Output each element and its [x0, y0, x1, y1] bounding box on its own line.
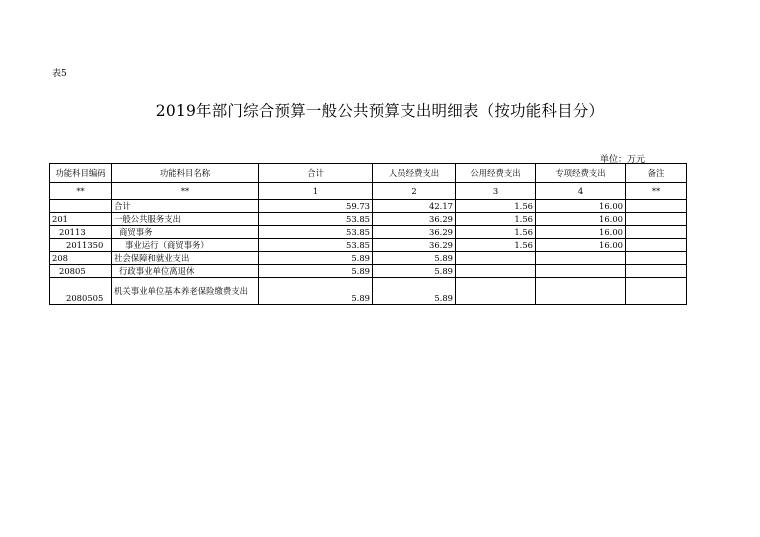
index-cell: **: [626, 183, 687, 200]
cell-name: 行政事业单位离退休: [112, 265, 259, 278]
cell-note: [626, 200, 687, 213]
cell-public: [456, 278, 536, 305]
header-code: 功能科目编码: [50, 164, 112, 183]
cell-total: 53.85: [259, 213, 373, 226]
budget-table: [49, 163, 687, 305]
cell-total: 53.85: [259, 239, 373, 252]
table-row: [50, 200, 687, 213]
header-public: 公用经费支出: [456, 164, 536, 183]
cell-total: 59.73: [259, 200, 373, 213]
table-row: [50, 265, 687, 278]
cell-public: 1.56: [456, 226, 536, 239]
index-cell: 2: [373, 183, 456, 200]
table-row: [50, 213, 687, 226]
table-number: 表5: [52, 69, 67, 79]
cell-note: [626, 226, 687, 239]
cell-public: 1.56: [456, 200, 536, 213]
page-title: 2019年部门综合预算一般公共预算支出明细表（按功能科目分）: [155, 102, 605, 120]
column-index-row: [50, 183, 687, 200]
header-name: 功能科目名称: [112, 164, 259, 183]
cell-public: 1.56: [456, 239, 536, 252]
cell-code: 201: [50, 213, 112, 226]
cell-note: [626, 239, 687, 252]
index-cell: **: [112, 183, 259, 200]
cell-total: 53.85: [259, 226, 373, 239]
cell-special: [536, 278, 626, 305]
table-row: [50, 226, 687, 239]
index-cell: 3: [456, 183, 536, 200]
cell-note: [626, 265, 687, 278]
cell-note: [626, 278, 687, 305]
header-row: [50, 164, 687, 183]
cell-total: 5.89: [259, 265, 373, 278]
cell-public: [456, 265, 536, 278]
header-personnel: 人员经费支出: [373, 164, 456, 183]
cell-code: 20805: [50, 265, 112, 278]
cell-name: 一般公共服务支出: [112, 213, 259, 226]
cell-personnel: 36.29: [373, 213, 456, 226]
cell-public: 1.56: [456, 213, 536, 226]
cell-name: 合计: [112, 200, 259, 213]
cell-code: 2080505: [50, 278, 112, 305]
index-cell: 4: [536, 183, 626, 200]
cell-special: 16.00: [536, 226, 626, 239]
cell-total: 5.89: [259, 278, 373, 305]
header-special: 专项经费支出: [536, 164, 626, 183]
cell-name: 机关事业单位基本养老保险缴费支出: [112, 278, 259, 305]
cell-personnel: 36.29: [373, 226, 456, 239]
table-row: [50, 252, 687, 265]
header-note: 备注: [626, 164, 687, 183]
cell-special: 16.00: [536, 239, 626, 252]
cell-personnel: 36.29: [373, 239, 456, 252]
cell-name: 社会保障和就业支出: [112, 252, 259, 265]
cell-special: 16.00: [536, 213, 626, 226]
cell-personnel: 5.89: [373, 278, 456, 305]
cell-personnel: 5.89: [373, 265, 456, 278]
cell-name: 事业运行（商贸事务）: [112, 239, 259, 252]
cell-code: 2011350: [50, 239, 112, 252]
cell-special: 16.00: [536, 200, 626, 213]
cell-special: [536, 265, 626, 278]
table-row: [50, 239, 687, 252]
header-total: 合计: [259, 164, 373, 183]
unit-label: 单位：万元: [599, 155, 645, 165]
index-cell: **: [50, 183, 112, 200]
cell-code: 20113: [50, 226, 112, 239]
table-row: [50, 278, 687, 305]
index-cell: 1: [259, 183, 373, 200]
cell-name: 商贸事务: [112, 226, 259, 239]
cell-personnel: 42.17: [373, 200, 456, 213]
cell-special: [536, 252, 626, 265]
cell-total: 5.89: [259, 252, 373, 265]
cell-personnel: 5.89: [373, 252, 456, 265]
cell-note: [626, 252, 687, 265]
cell-public: [456, 252, 536, 265]
cell-code: [50, 200, 112, 213]
cell-note: [626, 213, 687, 226]
cell-code: 208: [50, 252, 112, 265]
